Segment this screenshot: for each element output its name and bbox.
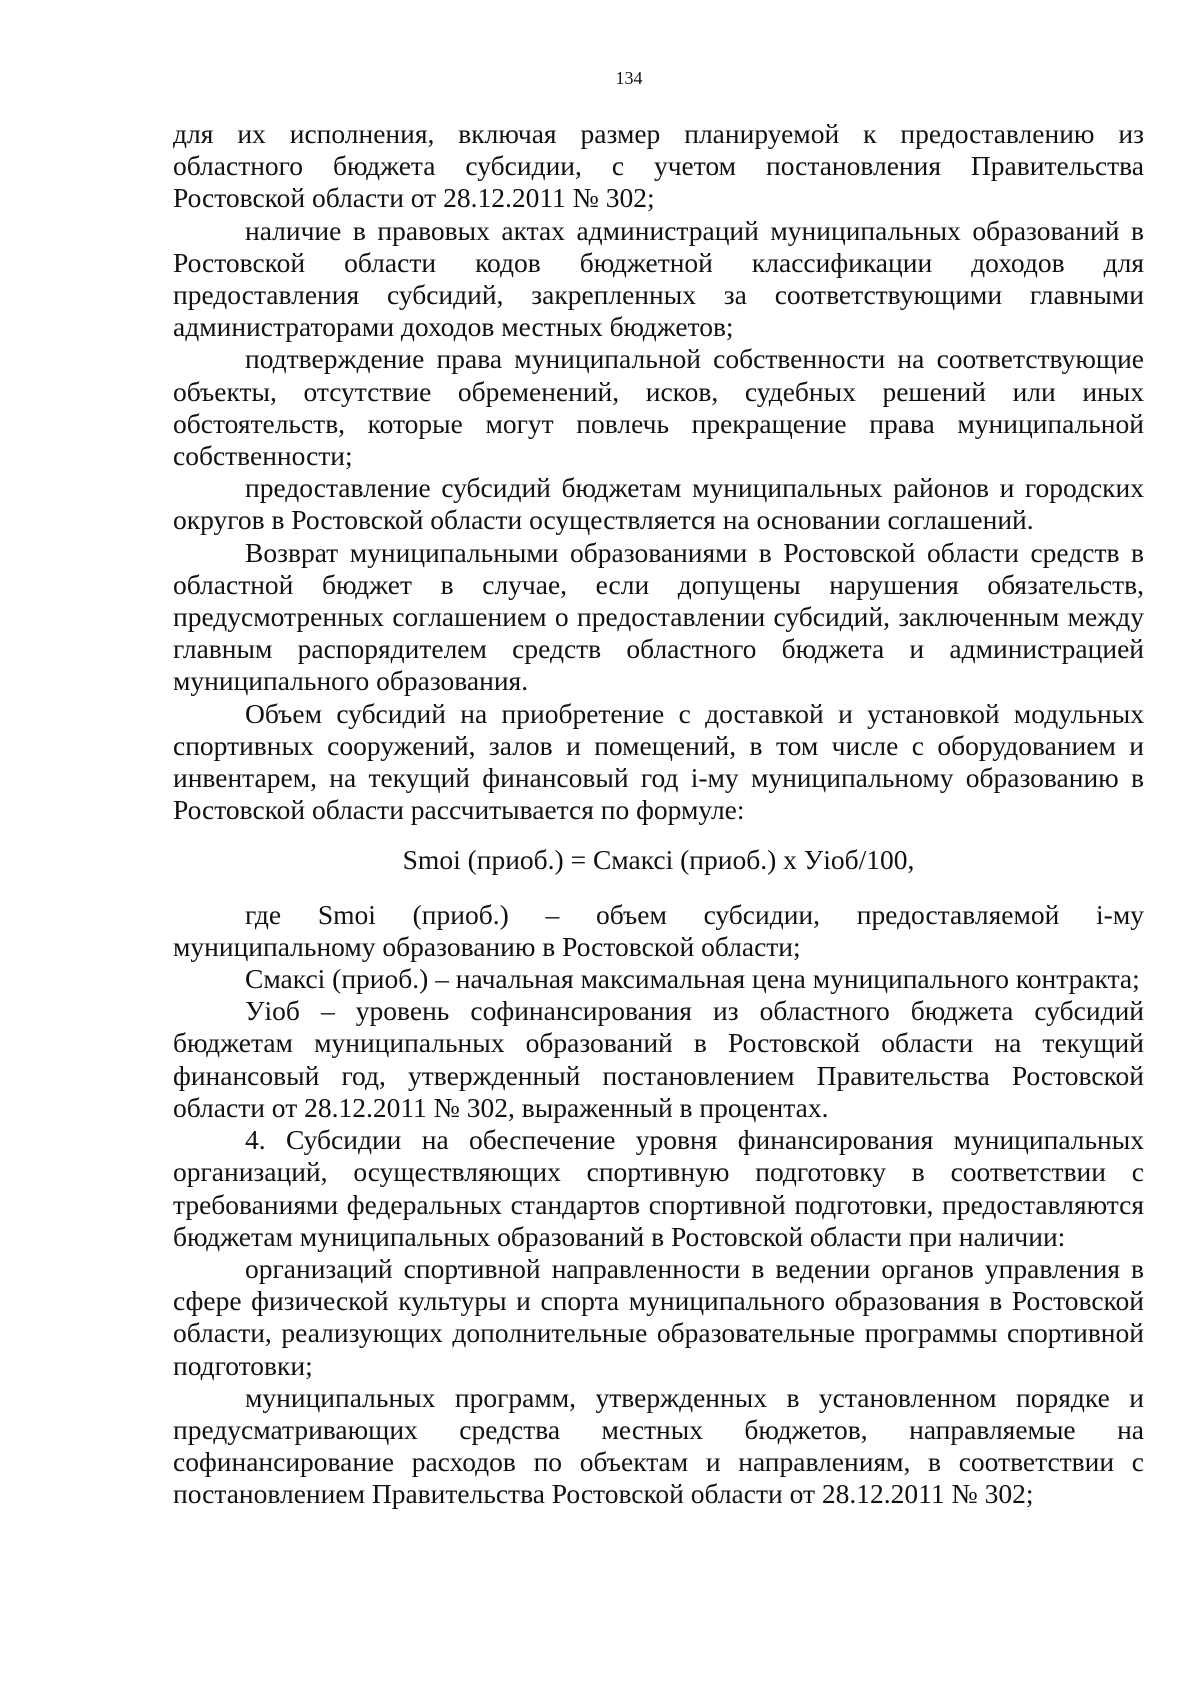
- paragraph: Возврат муниципальными образованиями в Ростовской области средств в областной бюджет в случае, если допущены нарушения обязательств, предусмотренных соглашением о предоставлении субсидий, заключенным между главным распорядителем средств областного бюджета и администрацией муниципального образования.: [173, 536, 1144, 697]
- paragraph: где Smoi (приоб.) – объем субсидии, предоставляемой i-му муниципальному образованию в Ростовской области;: [173, 898, 1144, 962]
- paragraph-continuation: для их исполнения, включая размер планируемой к предоставлению из областного бюджета субсидии, с учетом постановления Правительства Ростовской области от 28.12.2011 № 302;: [173, 118, 1144, 214]
- paragraph: Объем субсидий на приобретение с доставкой и установкой модульных спортивных сооружений, залов и помещений, в том числе с оборудованием и инвентарем, на текущий финансовый год i-му муниципальному образованию в Ростовской области рассчитывается по формуле:: [173, 697, 1144, 826]
- paragraph: Уiоб – уровень софинансирования из областного бюджета субсидий бюджетам муниципальных образований в Ростовской области на текущий финансовый год, утвержденный постановлением Правительства Ростовской области от 28.12.2011 № 302, выраженный в процентах.: [173, 995, 1144, 1123]
- document-body: [173, 118, 1144, 1511]
- paragraph: муниципальных программ, утвержденных в установленном порядке и предусматривающих средства местных бюджетов, направляемые на софинансирование расходов по объектам и направлениям, в соответствии с постановлением Правительства Ростовской области от 28.12.2011 № 302;: [173, 1381, 1144, 1510]
- paragraph: 4. Субсидии на обеспечение уровня финансирования муниципальных организаций, осуществляющих спортивную подготовку в соответствии с требованиями федеральных стандартов спортивной подготовки, предоставляются бюджетам муниципальных образований в Ростовской области при наличии:: [173, 1124, 1144, 1252]
- paragraph: Смаксi (приоб.) – начальная максимальная цена муниципального контракта;: [245, 963, 1140, 995]
- paragraph: наличие в правовых актах администраций муниципальных образований в Ростовской области кодов бюджетной классификации доходов для предоставления субсидий, закрепленных за соответствующими главными администраторами доходов местных бюджетов;: [173, 214, 1144, 343]
- paragraph: организаций спортивной направленности в ведении органов управления в сфере физической культуры и спорта муниципального образования в Ростовской области, реализующих дополнительные образовательные программы спортивной подготовки;: [173, 1252, 1144, 1381]
- paragraph: предоставление субсидий бюджетам муниципальных районов и городских округов в Ростовской области осуществляется на основании соглашений.: [173, 472, 1144, 536]
- formula: Smoi (приоб.) = Смаксi (приоб.) х Уiоб/100,: [402, 844, 915, 876]
- page-number: 134: [615, 68, 643, 88]
- paragraph: подтверждение права муниципальной собственности на соответствующие объекты, отсутствие обременений, исков, судебных решений или иных обстоятельств, которые могут повлечь прекращение права муниципальной собственности;: [173, 343, 1144, 472]
